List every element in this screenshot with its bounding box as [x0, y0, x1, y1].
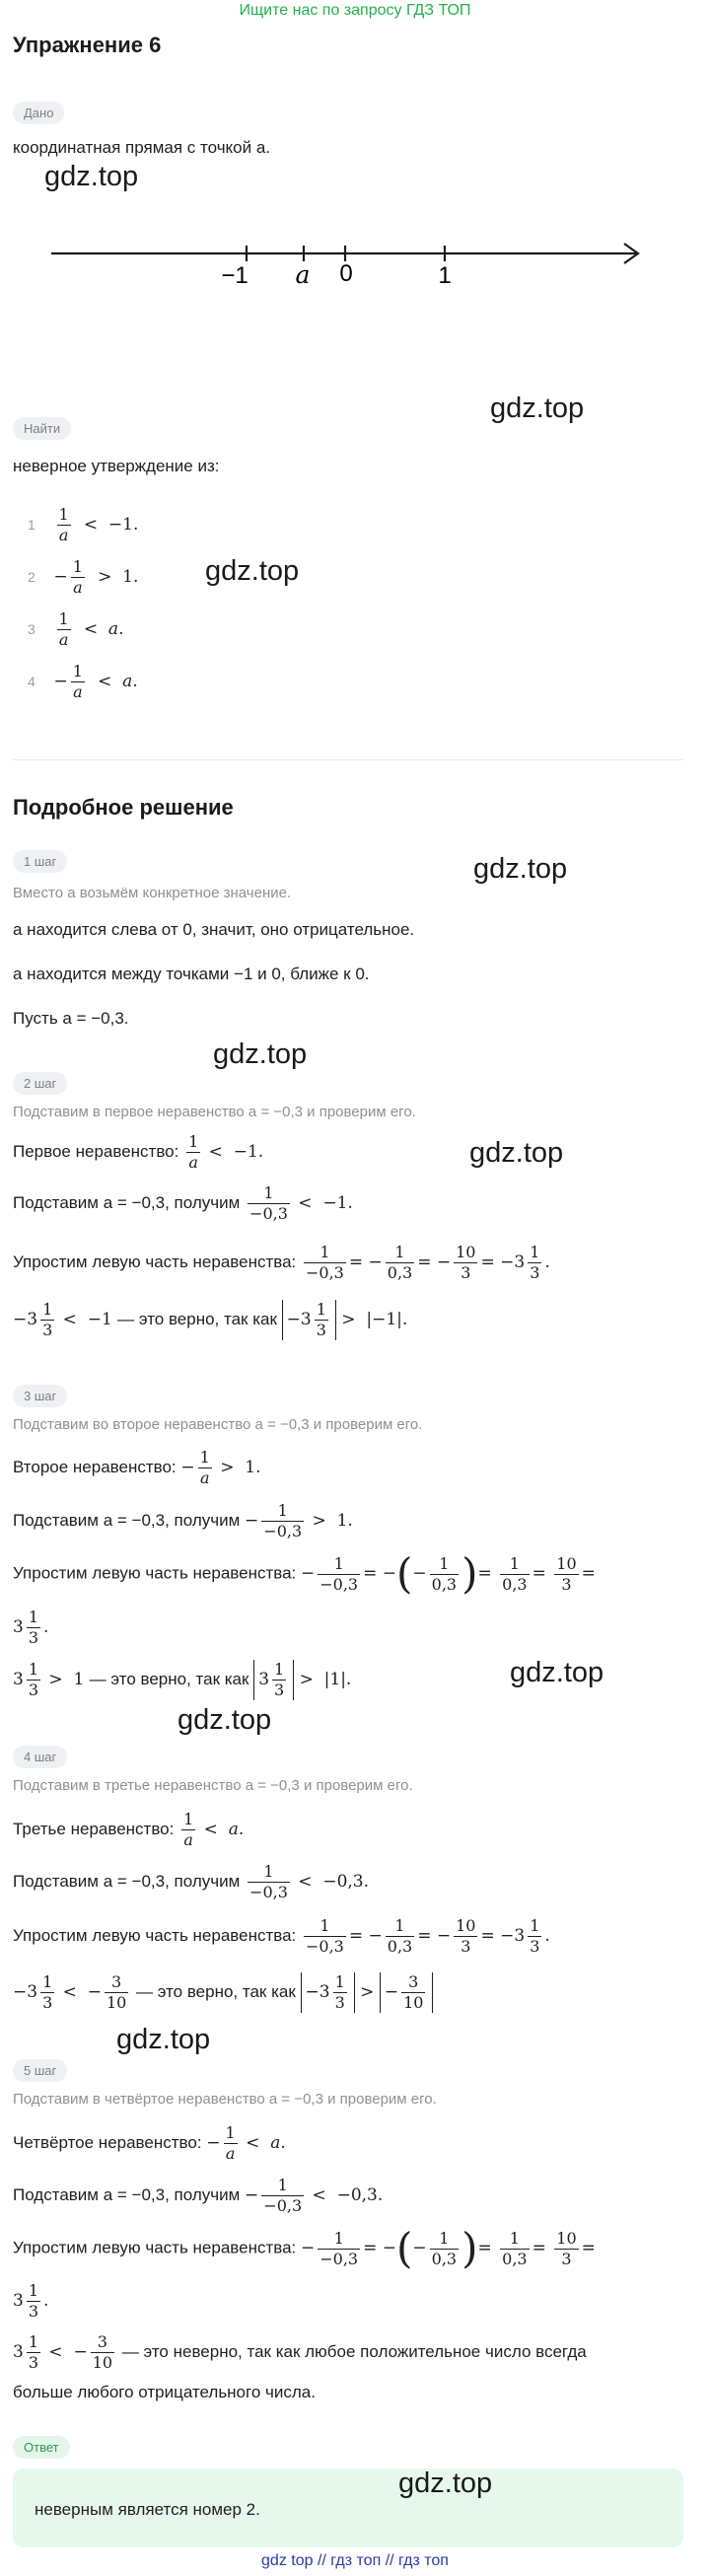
footer-links[interactable]: gdz top // гдз топ // гдз топ	[261, 2552, 449, 2569]
step-3-line-3-text: Упростим левую часть неравенства:	[13, 1563, 297, 1583]
step-2-line-2: Подставим a = −0,3, получим $\frac{1}{-0,3}$ < −1.	[13, 1183, 353, 1223]
step-2-line-1: Первое неравенство: $\frac{1}{a}$ < −1.	[13, 1132, 264, 1172]
step-4-line-2-text: Подставим a = −0,3, получим	[13, 1871, 241, 1891]
step-5-line-1-text: Четвёртое неравенство:	[13, 2132, 202, 2152]
step-5-line-4-text: — это неверно, так как любое положительное число всегда	[121, 2341, 587, 2361]
watermark: gdz.top	[510, 1657, 604, 1688]
step-5-line-3b: 3 $\frac{1}{3}$ .	[13, 2281, 49, 2321]
step-3-line-1: Второе неравенство: − $\frac{1}{a}$ > 1.	[13, 1448, 261, 1487]
step-2-line-4: −3 $\frac{1}{3}$ < −1 — это верно, так как −3 $\frac{1}{3}$ > |−1|.	[13, 1300, 408, 1339]
label-minus-one: −1	[221, 262, 248, 289]
step-4-line-1-text: Третье неравенство:	[13, 1819, 175, 1838]
answer-badge: Ответ	[13, 2436, 70, 2459]
step-5-line-2-text: Подставим a = −0,3, получим	[13, 2184, 241, 2204]
option-3: 3 $\frac{1}{a}$ < a.	[28, 609, 124, 649]
step-5-line-2: Подставим a = −0,3, получим − $\frac{1}{-0,3}$ < −0,3.	[13, 2176, 384, 2215]
step-4-badge: 4 шаг	[13, 1746, 67, 1768]
step-3-line-1-text: Второе неравенство:	[13, 1457, 177, 1476]
step-2-line-1-text: Первое неравенство:	[13, 1141, 179, 1161]
watermark: gdz.top	[398, 2468, 493, 2499]
answer-text: неверным является номер 2.	[35, 2500, 260, 2519]
step-4-line-4-text: — это верно, так как	[136, 1981, 296, 2001]
step-3-line-4-text: — это верно, так как	[89, 1669, 249, 1688]
exercise-title: Упражнение 6	[13, 33, 162, 57]
step-4-line-1: Третье неравенство: $\frac{1}{a}$ < a.	[13, 1810, 245, 1849]
step-5-line-3: Упростим левую часть неравенства: − $\frac{1}{-0,3}$ = −(− $\frac{1}{0,3}$ )= $\frac{1}{0,3}$ = $\frac{10}{3}$ =	[13, 2224, 596, 2272]
step-3-line-2: Подставим a = −0,3, получим − $\frac{1}{-0,3}$ > 1.	[13, 1501, 353, 1540]
watermark: gdz.top	[473, 853, 568, 885]
option-number: 4	[28, 673, 36, 689]
step-2-line-3-text: Упростим левую часть неравенства:	[13, 1252, 297, 1271]
watermark: gdz.top	[205, 555, 300, 587]
step-2-line-2-text: Подставим a = −0,3, получим	[13, 1192, 241, 1212]
step-2-line-4-text: — это верно, так как	[117, 1309, 277, 1328]
watermark: gdz.top	[469, 1137, 564, 1169]
step-4-hint: Подставим в третье неравенство a = −0,3 и проверим его.	[13, 1777, 413, 1794]
find-text: неверное утверждение из:	[13, 457, 220, 475]
step-5-line-4: 3 $\frac{1}{3}$ < − $\frac{3}{10}$ — это неверно, так как любое положительное число всегда	[13, 2332, 587, 2372]
step-2-badge: 2 шаг	[13, 1072, 67, 1095]
step-2-line-3: Упростим левую часть неравенства: $\frac{1}{-0,3}$ = − $\frac{1}{0,3}$ = − $\frac{10}{3}$ = −3 $\frac{1}{3}$ .	[13, 1243, 550, 1282]
step-4-line-3: Упростим левую часть неравенства: $\frac{1}{-0,3}$ = − $\frac{1}{0,3}$ = − $\frac{10}{3}$ = −3 $\frac{1}{3}$ .	[13, 1916, 550, 1956]
option-number: 3	[28, 620, 36, 637]
step-5-line-5: больше любого отрицательного числа.	[13, 2383, 316, 2401]
solution-title: Подробное решение	[13, 795, 234, 820]
step-3-hint: Подставим во второе неравенство a = −0,3 и проверим его.	[13, 1416, 423, 1433]
label-a: a	[295, 260, 311, 289]
option-number: 1	[28, 516, 36, 533]
option-4: 4 − $\frac{1}{a}$ < a.	[28, 662, 138, 701]
step-4-line-4: −3 $\frac{1}{3}$ < − $\frac{3}{10}$ — это верно, так как −3 $\frac{1}{3}$ > − $\frac{3}{10}$	[13, 1972, 433, 2013]
watermark: gdz.top	[44, 161, 139, 192]
divider	[13, 759, 683, 760]
watermark: gdz.top	[116, 2024, 211, 2055]
top-banner: Ищите нас по запросу ГДЗ ТОП	[239, 2, 471, 19]
watermark: gdz.top	[213, 1038, 308, 1070]
watermark: gdz.top	[178, 1704, 272, 1736]
step-3-line-4: 3 $\frac{1}{3}$ > 1 — это верно, так как 3 $\frac{1}{3}$ > |1|.	[13, 1660, 352, 1699]
watermark: gdz.top	[490, 393, 585, 424]
step-4-line-2: Подставим a = −0,3, получим $\frac{1}{-0,3}$ < −0,3.	[13, 1862, 370, 1901]
step-1-hint: Вместо a возьмём конкретное значение.	[13, 885, 292, 901]
step-4-line-3-text: Упростим левую часть неравенства:	[13, 1925, 297, 1945]
step-5-line-3-text: Упростим левую часть неравенства:	[13, 2238, 297, 2257]
step-1-line-1: a находится слева от 0, значит, оно отрицательное.	[13, 920, 415, 939]
option-1: 1 $\frac{1}{a}$ < −1.	[28, 505, 139, 544]
label-one: 1	[438, 262, 452, 289]
step-3-line-2-text: Подставим a = −0,3, получим	[13, 1510, 241, 1530]
step-5-badge: 5 шаг	[13, 2059, 67, 2082]
step-3-badge: 3 шаг	[13, 1385, 67, 1407]
step-3-line-3b: 3 $\frac{1}{3}$ .	[13, 1608, 49, 1647]
step-3-line-3: Упростим левую часть неравенства: − $\frac{1}{-0,3}$ = −(− $\frac{1}{0,3}$ )= $\frac{1}{0,3}$ = $\frac{10}{3}$ =	[13, 1549, 596, 1598]
number-line	[44, 232, 656, 291]
option-number: 2	[28, 568, 36, 585]
step-1-badge: 1 шаг	[13, 850, 67, 873]
step-5-hint: Подставим в четвёртое неравенство a = −0,3 и проверим его.	[13, 2091, 437, 2108]
step-2-hint: Подставим в первое неравенство a = −0,3 и проверим его.	[13, 1104, 416, 1120]
option-2: 2 − $\frac{1}{a}$ > 1.	[28, 557, 139, 597]
step-5-line-1: Четвёртое неравенство: − $\frac{1}{a}$ < a.	[13, 2123, 286, 2163]
given-badge: Дано	[13, 102, 64, 124]
find-badge: Найти	[13, 417, 71, 440]
label-zero: 0	[339, 260, 353, 287]
step-1-line-2: a находится между точками −1 и 0, ближе к 0.	[13, 965, 370, 983]
step-1-line-3: Пусть a = −0,3.	[13, 1009, 129, 1028]
given-text: координатная прямая с точкой a.	[13, 138, 271, 157]
